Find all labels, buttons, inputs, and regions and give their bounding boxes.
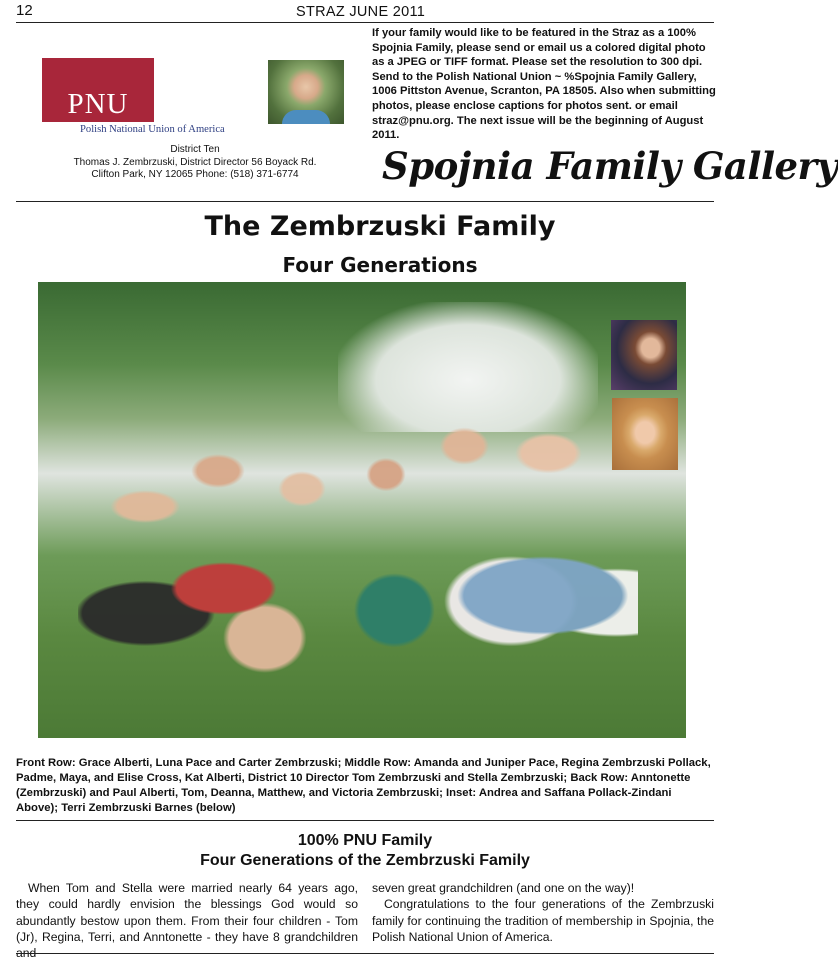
section-heading-1: 100% PNU Family: [297, 832, 433, 849]
article-title: The Zembrzuski Family: [204, 211, 556, 242]
body-paragraph-right-2: Congratulations to the four generations of the Zembrzuski family for continuing the tradition of membership in Spojnia, the Polish National Union of America.: [372, 897, 714, 944]
section-rule: [16, 201, 714, 202]
bottom-rule: [16, 953, 714, 954]
inset-photo-top: [611, 320, 677, 390]
pnu-logo: [42, 58, 154, 122]
photo-caption: Front Row: Grace Alberti, Luna Pace and Carter Zembrzuski; Middle Row: Amanda and Juniper Pace, Regina Zembrzuski Pollack, Padme, Maya, and Elise Cross, Kat Alberti, District 10 Director Tom Zembrzuski and Stella Zembrzuski; Back Row: Anntonette (Zembrzuski) and Paul Alberti, Tom, Deanna, Matthew, and Victoria Zembrzuski; Inset: Andrea and Saffana Pollack-Zindani Above); Terri Zembrzuski Barnes (below): [16, 757, 711, 814]
section-heading-2: Four Generations of the Zembrzuski Family: [200, 852, 530, 869]
district-line-3: Clifton Park, NY 12065 Phone: (518) 371-6774: [91, 169, 299, 180]
body-paragraph-right-1: seven great grandchildren (and one on the way)!: [372, 881, 635, 895]
body-column-left: [16, 880, 358, 961]
photo-group: [78, 382, 638, 738]
article-subtitle: Four Generations: [282, 253, 478, 277]
inset-photo-bottom: [612, 398, 678, 470]
logo-letters: PNU: [67, 88, 129, 120]
district-info: [50, 144, 340, 182]
caption-rule: [16, 820, 714, 821]
district-line-2: Thomas J. Zembrzuski, District Director 56 Boyack Rd.: [73, 156, 317, 168]
director-photo: [268, 60, 344, 124]
body-paragraph-left: When Tom and Stella were married nearly 64 years ago, they could hardly envision the blessings God would so abundantly bestow upon them. From their four children - Tom (Jr), Regina, Terri, and Anntonette - they have 8 grandchildren and: [16, 881, 358, 961]
submission-notice: If your family would like to be featured in the Straz as a 100% Spojnia Family, please send or email us a colored digital photo as a JPEG or TIFF format. Please set the resolution to 300 dpi. Send to the Polish National Union ~ %Spojnia Family Gallery, 1006 Pittston Avenue, Scranton, PA 18505. Also when submitting photos, please enclose captions for photos sent. or email straz@pnu.org. The next issue will be the beginning of August 2011.: [372, 27, 716, 142]
gallery-title: Spojnia Family Gallery: [382, 144, 838, 188]
district-line-1: District Ten: [170, 144, 220, 155]
logo-name: Polish National Union of America: [80, 124, 225, 135]
page-number: 12: [16, 2, 33, 19]
body-column-right: [372, 880, 714, 945]
running-head: STRAZ JUNE 2011: [296, 4, 426, 20]
family-photo: [38, 282, 686, 738]
top-rule: [16, 22, 714, 23]
